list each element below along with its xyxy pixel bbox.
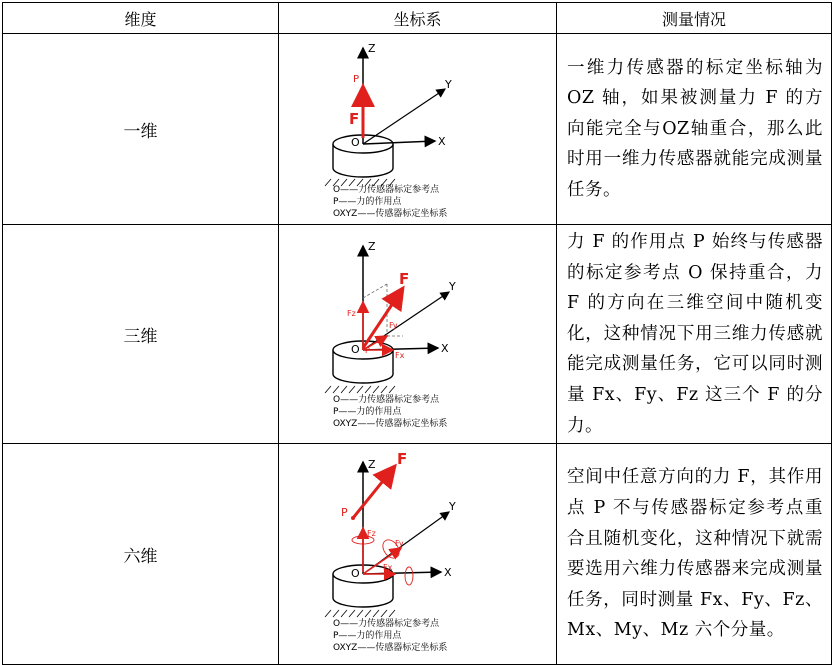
fz-label: Fz <box>346 309 356 319</box>
o-label: O <box>350 343 360 357</box>
y-axis <box>363 89 445 144</box>
diagram-six-dimensional <box>279 444 557 665</box>
fy-label: Fy <box>388 321 398 331</box>
o-label: O <box>350 136 360 149</box>
o-label: O <box>350 567 360 581</box>
x-label: X <box>443 566 452 580</box>
legend-p: P——力的作用点 <box>332 407 401 418</box>
z-label: Z <box>367 458 376 472</box>
legend-oxyz: OXYZ——传感器标定坐标系 <box>332 643 447 654</box>
y-label: Y <box>444 78 452 91</box>
p-label: P <box>352 74 359 85</box>
fy-label: Fy <box>394 539 404 549</box>
p-label: P <box>364 346 370 356</box>
fx-label: Fx <box>394 351 404 361</box>
legend-o: O——力传感器标定参考点 <box>332 185 439 195</box>
legend-o: O——力传感器标定参考点 <box>332 619 439 630</box>
z-label: Z <box>367 42 376 55</box>
description: 一维力传感器的标定坐标轴为 OZ 轴，如果被测量力 F 的方向能完全与OZ轴重合，那么此时用一维力传感器就能完成测量任务。 <box>557 34 832 225</box>
row-one-dimensional <box>3 34 832 225</box>
description: 力 F 的作用点 P 始终与传感器的标定参考点 O 保持重合，力 F 的方向在三维空间中随机变化，这种情况下用三维力传感就能完成测量任务，它可以同时测量 Fx、Fy、Fz 这三个 F 的分力。 <box>557 225 832 444</box>
y-label: Y <box>448 280 456 294</box>
row-six-dimensional <box>3 444 832 665</box>
f-label: F <box>396 450 407 469</box>
legend-p: P——力的作用点 <box>332 631 401 642</box>
p-label: P <box>340 506 348 520</box>
legend-p: P——力的作用点 <box>332 197 401 207</box>
dimension-label: 三维 <box>3 225 279 444</box>
fx-label: Fx <box>382 563 392 573</box>
legend-o: O——力传感器标定参考点 <box>332 395 439 406</box>
y-axis <box>363 292 449 350</box>
diagram-three-dimensional <box>279 225 557 444</box>
x-label: X <box>437 135 446 148</box>
header-dimension: 维度 <box>3 3 279 34</box>
f-label: F <box>348 110 359 128</box>
ground-hatch <box>325 386 395 393</box>
dimension-label: 六维 <box>3 444 279 665</box>
header-row <box>3 3 832 34</box>
force-vector <box>353 466 395 518</box>
description: 空间中任意方向的力 F，其作用点 P 不与传感器标定参考点重合且随机变化，这种情况下就需要选用六维力传感器来完成测量任务，同时测量 Fx、Fy、Fz、Mx、My、Mz 六个分量。 <box>557 444 832 665</box>
x-label: X <box>440 342 449 356</box>
header-measurement: 测量情况 <box>557 3 832 34</box>
row-three-dimensional <box>3 225 832 444</box>
dimension-table <box>2 2 832 665</box>
force-point <box>351 516 355 520</box>
legend-oxyz: OXYZ——传感器标定坐标系 <box>332 419 447 430</box>
ground-hatch <box>325 610 395 617</box>
coordinate-diagram <box>283 226 553 438</box>
y-label: Y <box>448 500 456 514</box>
dimension-label: 一维 <box>3 34 279 225</box>
coordinate-diagram <box>283 444 553 660</box>
header-coordinate-system: 坐标系 <box>279 3 557 34</box>
fz-label: Fz <box>366 529 376 539</box>
coordinate-diagram <box>283 34 553 220</box>
diagram-one-dimensional <box>279 34 557 225</box>
legend-oxyz: OXYZ——传感器标定坐标系 <box>332 209 447 219</box>
z-label: Z <box>367 240 376 254</box>
f-label: F <box>398 270 409 289</box>
